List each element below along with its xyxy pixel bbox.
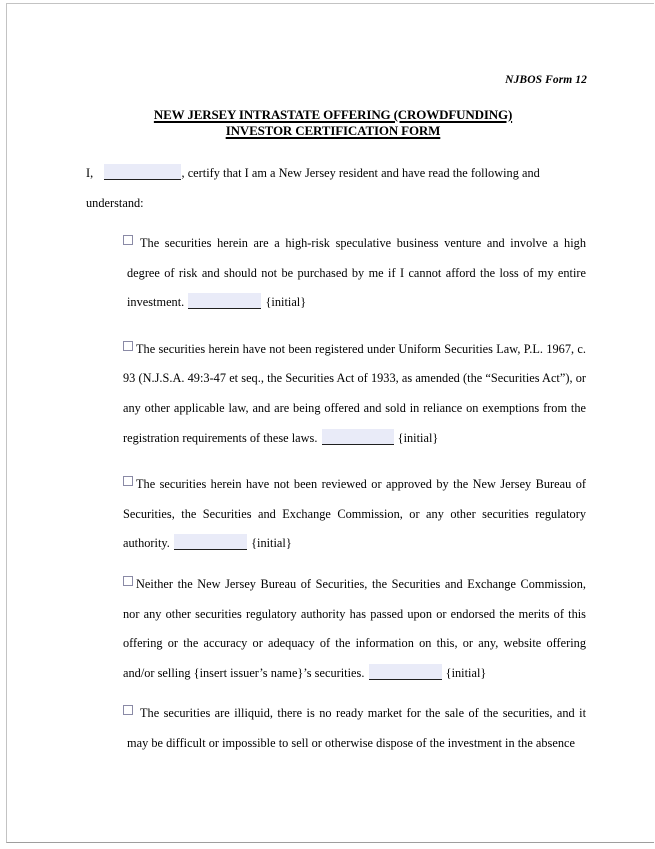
document-page	[6, 3, 654, 843]
clause-spacer	[123, 318, 586, 335]
certification-clause-list	[123, 229, 586, 759]
intro-after-name-text: , certify that I am a New Jersey resident and have read the following and	[181, 166, 540, 180]
intro-continuation: understand:	[86, 195, 144, 210]
intro-lead-label: I,	[86, 166, 94, 180]
checkbox-icon-not-reviewed[interactable]	[123, 476, 133, 486]
page-title-line-2: INVESTOR CERTIFICATION FORM	[225, 123, 441, 138]
clause-not-reviewed	[123, 470, 586, 559]
initial-field-high-risk[interactable]	[188, 293, 261, 309]
clause-illiquid-text: The securities are illiquid, there is no ready market for the sale of the securities, and it may be difficult or impossible to sell or otherwise dispose of the investment in the absence	[127, 706, 586, 750]
clause-no-endorsement-text: Neither the New Jersey Bureau of Securities, the Securities and Exchange Commission, nor any other securities regulatory authority has passed upon or endorsed the merits of this offering or the accuracy or adequacy of the information on this, or any, website offering and/or selling {insert issuer’s name}’s securities.	[123, 576, 586, 680]
intro-paragraph	[86, 159, 586, 189]
clause-high-risk	[123, 229, 586, 318]
running-head-form-number: NJBOS Form 12	[505, 74, 587, 86]
initial-label-high-risk: {initial}	[265, 295, 307, 310]
investor-name-field[interactable]	[104, 164, 181, 180]
initial-field-not-registered[interactable]	[322, 429, 394, 445]
checkbox-icon-no-endorsement[interactable]	[123, 576, 133, 586]
intro-paragraph-block	[86, 159, 586, 218]
initial-label-no-endorsement: {initial}	[445, 665, 487, 680]
initial-label-not-registered: {initial}	[397, 430, 439, 445]
clause-illiquid	[123, 699, 586, 758]
initial-field-no-endorsement[interactable]	[369, 664, 442, 680]
clause-spacer	[123, 559, 586, 570]
initial-label-not-reviewed: {initial}	[251, 536, 292, 551]
checkbox-icon-not-registered[interactable]	[123, 341, 133, 351]
page-title	[80, 107, 586, 139]
clause-no-endorsement	[123, 570, 586, 688]
initial-field-not-reviewed[interactable]	[174, 534, 247, 550]
clause-spacer	[123, 688, 586, 699]
clause-spacer	[123, 453, 586, 470]
checkbox-icon-high-risk[interactable]	[123, 235, 133, 245]
checkbox-icon-illiquid[interactable]	[123, 705, 133, 715]
clause-not-registered	[123, 335, 586, 453]
page-title-line-1: NEW JERSEY INTRASTATE OFFERING (CROWDFUNDING)	[153, 107, 513, 122]
clause-high-risk-text: The securities herein are a high-risk speculative business venture and involve a high degree of risk and should not be purchased by me if I cannot afford the loss of my entire investment.	[127, 236, 586, 310]
clause-not-registered-text: The securities herein have not been registered under Uniform Securities Law, P.L. 1967, c. 93 (N.J.S.A. 49:3-47 et seq., the Securities Act of 1933, as amended (the “Securities Act”), or any other applicable law, and are being offered and sold in reliance on exemptions from the registration requirements of these laws.	[123, 341, 586, 445]
clause-not-reviewed-text: The securities herein have not been reviewed or approved by the New Jersey Bureau of Securities, the Securities and Exchange Commission, or any other securities regulatory authority.	[123, 477, 586, 551]
